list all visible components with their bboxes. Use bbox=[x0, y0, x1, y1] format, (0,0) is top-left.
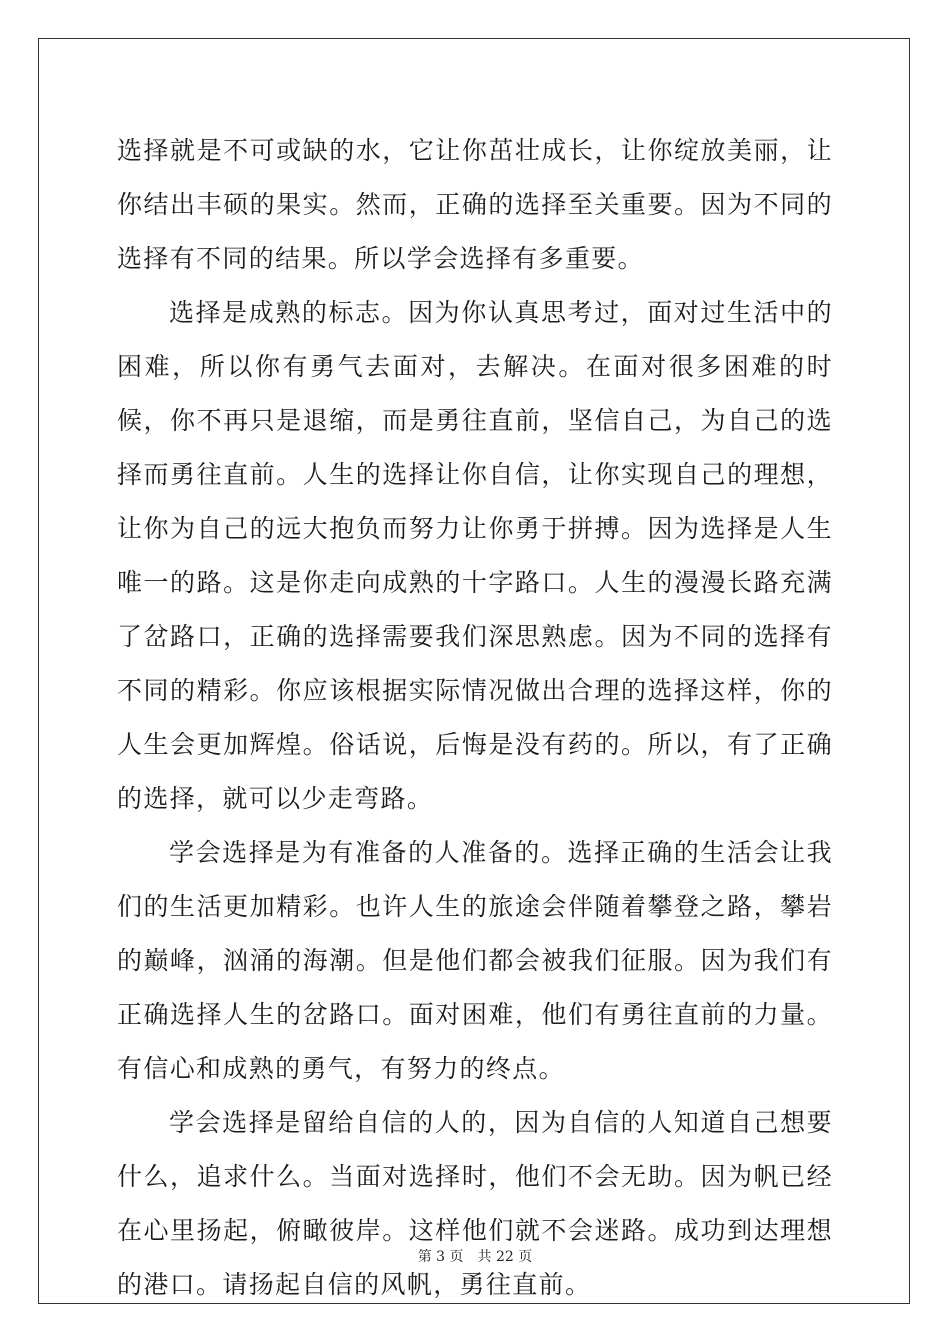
paragraph-4: 学会选择是留给自信的人的，因为自信的人知道自己想要什么，追求什么。当面对选择时，他们不会无助。因为帆已经在心里扬起，俯瞰彼岸。这样他们就不会迷路。成功到达理想的港口。请扬起自信的风帆，勇往直前。 bbox=[117, 1108, 833, 1299]
page-number: 第 3 页 bbox=[417, 1249, 464, 1265]
page-total: 共 22 页 bbox=[477, 1249, 533, 1265]
paragraph-3: 学会选择是为有准备的人准备的。选择正确的生活会让我们的生活更加精彩。也许人生的旅途会伴随着攀登之路，攀岩的巅峰，汹涌的海潮。但是他们都会被我们征服。因为我们有正确选择人生的岔路口。面对困难，他们有勇往直前的力量。有信心和成熟的勇气，有努力的终点。 bbox=[117, 838, 833, 1083]
page-footer bbox=[0, 1248, 950, 1266]
paragraph-1: 选择就是不可或缺的水，它让你茁壮成长，让你绽放美丽，让你结出丰硕的果实。然而，正确的选择至关重要。因为不同的选择有不同的结果。所以学会选择有多重要。 bbox=[117, 136, 833, 273]
document-body bbox=[117, 124, 833, 1312]
paragraph-2: 选择是成熟的标志。因为你认真思考过，面对过生活中的困难，所以你有勇气去面对，去解决。在面对很多困难的时候，你不再只是退缩，而是勇往直前，坚信自己，为自己的选择而勇往直前。人生的选择让你自信，让你实现自己的理想，让你为自己的远大抱负而努力让你勇于拼搏。因为选择是人生唯一的路。这是你走向成熟的十字路口。人生的漫漫长路充满了岔路口，正确的选择需要我们深思熟虑。因为不同的选择有不同的精彩。你应该根据实际情况做出合理的选择这样，你的人生会更加辉煌。俗话说，后悔是没有药的。所以，有了正确的选择，就可以少走弯路。 bbox=[117, 298, 833, 813]
